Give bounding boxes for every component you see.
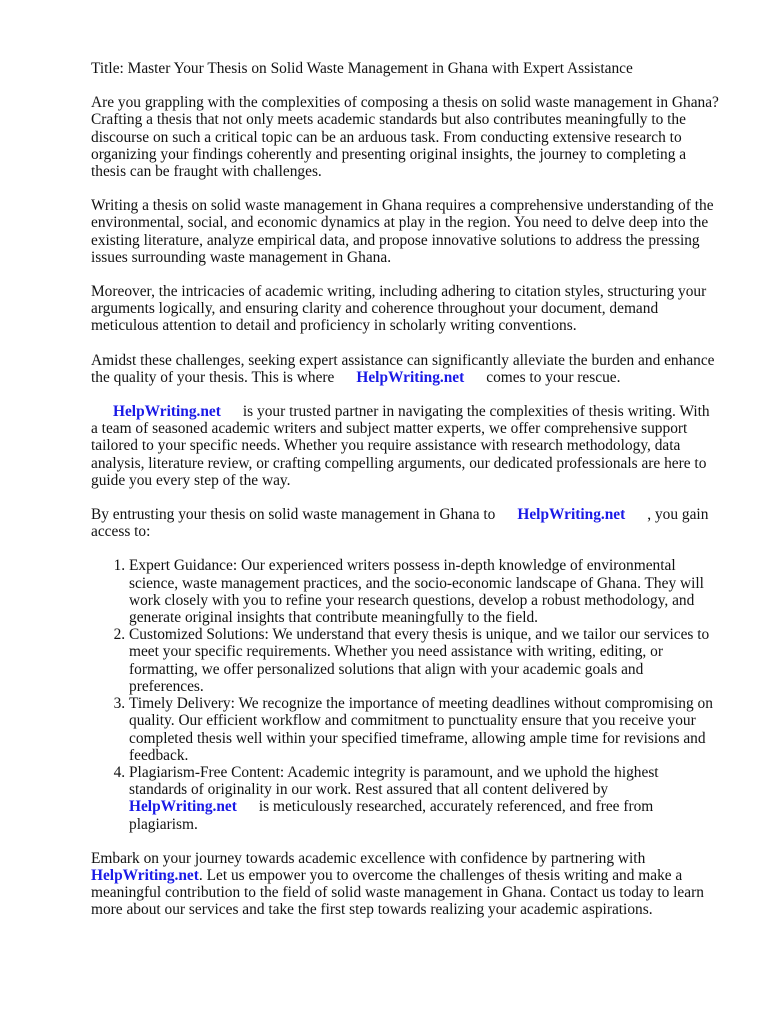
helpwriting-link[interactable]: HelpWriting.net (91, 866, 199, 884)
helpwriting-link[interactable]: HelpWriting.net (129, 798, 237, 816)
item4-text-after: is meticulously researched, accurately referenced, and free from plagiarism. (129, 798, 654, 833)
p4-text-before: Amidst these challenges, seeking expert assistance can significantly alleviate the burden and enhance the quality of your thesis. This is where (91, 351, 715, 386)
p6-text-before: By entrusting your thesis on solid waste management in Ghana to (91, 506, 496, 524)
p4-text-after: comes to your rescue. (486, 368, 621, 386)
paragraph-expert-assistance (91, 352, 720, 386)
list-item-customized-solutions: 2. Customized Solutions: We understand that every thesis is unique, and we tailor our services to meet your specific requirements. Whether you need assistance with writing, editing, or formatting, we offer personalized solutions that align with your academic goals and preferences. (129, 626, 720, 695)
p7-text-after: . Let us empower you to overcome the challenges of thesis writing and make a meaningful contribution to the field of solid waste management in Ghana. Contact us today to learn more about our services and take the first step towards realizing your academic aspirations. (91, 866, 704, 919)
paragraph-entrusting (91, 506, 720, 540)
helpwriting-link[interactable]: HelpWriting.net (356, 368, 465, 386)
helpwriting-link[interactable]: HelpWriting.net (113, 403, 221, 421)
paragraph-requirements: Writing a thesis on solid waste management in Ghana requires a comprehensive understanding of the environmental, social, and economic dynamics at play in the region. You need to delve deep into the existing literature, analyze empirical data, and propose innovative solutions to address the pressing issues surrounding waste management in Ghana. (91, 197, 714, 266)
benefits-list (91, 557, 720, 832)
p6-text-after: , you gain access to: (91, 506, 709, 541)
list-item-plagiarism-free (129, 764, 720, 833)
helpwriting-link[interactable]: HelpWriting.net (517, 506, 626, 524)
document-title: Title: Master Your Thesis on Solid Waste Management in Ghana with Expert Assistance (91, 60, 633, 77)
list-item-expert-guidance: 1. Expert Guidance: Our experienced writers possess in-depth knowledge of environmental science, waste management practices, and the socio-economic landscape of Ghana. They will work closely with you to refine your research questions, develop a robust methodology, and generate original insights that contribute meaningfully to the field. (129, 557, 720, 626)
list-item-timely-delivery: 3. Timely Delivery: We recognize the importance of meeting deadlines without compromising on quality. Our efficient workflow and commitment to punctuality ensure that you receive your completed thesis well within your specified timeframe, allowing ample time for revisions and feedback. (129, 695, 720, 764)
item4-text-before: Plagiarism-Free Content: Academic integrity is paramount, and we uphold the highest standards of originality in our work. Rest assured that all content delivered by (129, 763, 659, 799)
paragraph-closing (91, 850, 720, 919)
paragraph-trusted-partner (91, 403, 720, 489)
paragraph-intro: Are you grappling with the complexities of composing a thesis on solid waste management in Ghana? Crafting a thesis that not only meets academic standards but also contributes meaningfully to the discourse on such a critical topic can be an arduous task. From conducting extensive research to organizing your findings coherently and presenting original insights, the journey to completing a thesis can be fraught with challenges. (91, 94, 719, 181)
p7-text-before: Embark on your journey towards academic excellence with confidence by partnering with (91, 849, 646, 867)
paragraph-academic-writing: Moreover, the intricacies of academic writing, including adhering to citation styles, structuring your arguments logically, and ensuring clarity and coherence throughout your document, demand meticulous attention to detail and proficiency in scholarly writing conventions. (91, 283, 707, 335)
p5-text-after: is your trusted partner in navigating the complexities of thesis writing. With a team of seasoned academic writers and subject matter experts, we offer comprehensive support tailored to your specific needs. Whether you require assistance with research methodology, data analysis, literature review, or crafting compelling arguments, our dedicated professionals are here to guide you every step of the way. (91, 403, 710, 489)
